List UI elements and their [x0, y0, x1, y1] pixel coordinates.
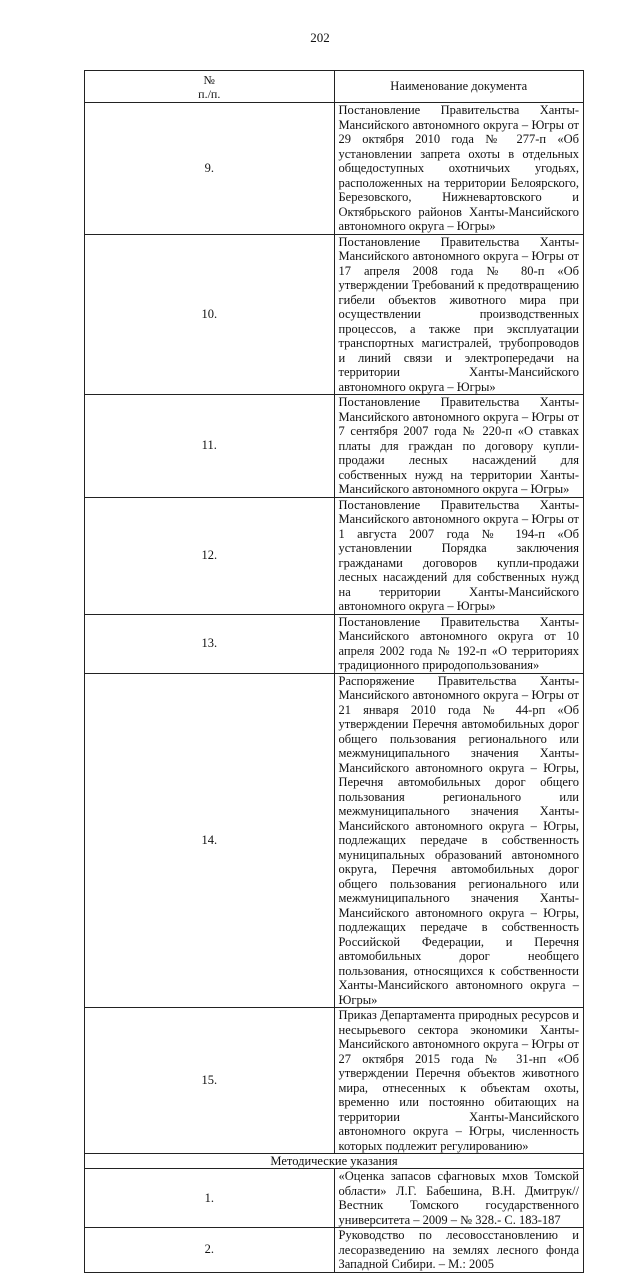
row-document-name: Постановление Правительства Ханты-Мансийского автономного округа – Югры от 17 апреля 2008 года № 80-п «Об утверждении Требований к предотвращению гибели объектов животного мира при осуществлении производственных процессов, а также при эксплуатации транспортных магистралей, трубопроводов и линий связи и электропередачи на территории Ханты-Мансийского автономного округа – Югры»: [334, 234, 584, 395]
row-number: 11.: [85, 395, 335, 498]
row-document-name: Постановление Правительства Ханты-Мансийского автономного округа от 10 апреля 2002 года № 192-п «О территориях традиционного природопользования»: [334, 614, 584, 673]
row-number: 12.: [85, 497, 335, 614]
row-number: 9.: [85, 103, 335, 235]
row-number: 10.: [85, 234, 335, 395]
row-document-name: Постановление Правительства Ханты-Мансийского автономного округа – Югры от 7 сентября 2007 года № 220-п «О ставках платы для граждан по договору купли-продажи лесных насаждений для собственных нужд на территории Ханты-Мансийского автономного округа – Югры»: [334, 395, 584, 498]
header-number-label: п./п.: [198, 86, 221, 101]
header-name-cell: Наименование документа: [334, 71, 584, 103]
header-number-cell: [85, 71, 335, 103]
row-number: 13.: [85, 614, 335, 673]
table-row: [85, 234, 584, 395]
table-row: [85, 103, 584, 235]
page-number: 202: [310, 30, 330, 45]
table-header-row: [85, 71, 584, 103]
row-document-name: Руководство по лесовосстановлению и лесоразведению на землях лесного фонда Западной Сибири. – М.: 2005: [334, 1228, 584, 1273]
section-title: Методические указания: [85, 1154, 584, 1169]
row-document-name: «Оценка запасов сфагновых мхов Томской области» Л.Г. Бабешина, В.Н. Дмитрук// Вестник Томского государственного университета – 2009 – № 328.- С. 183-187: [334, 1169, 584, 1228]
row-number: 14.: [85, 673, 335, 1008]
table-row: [85, 1169, 584, 1228]
header-number-symbol: №: [203, 72, 215, 87]
row-document-name: Постановление Правительства Ханты-Мансийского автономного округа – Югры от 29 октября 2010 года № 277-п «Об установлении запрета охоты в отдельных общедоступных охотничьих угодьях, расположенных на территории Белоярского, Березовского, Нижневартовского и Октябрьского районов Ханты-Мансийского автономного округа – Югры»: [334, 103, 584, 235]
section-header-row: [85, 1154, 584, 1169]
table-row: [85, 497, 584, 614]
table-row: [85, 614, 584, 673]
row-document-name: Распоряжение Правительства Ханты-Мансийского автономного округа – Югры от 21 января 2010 года № 44-рп «Об утверждении Перечня автомобильных дорог общего пользования регионального или межмуниципального значения Ханты-Мансийского автономного округа – Югры, Перечня автомобильных дорог общего пользования регионального или межмуниципального значения Ханты-Мансийского автономного округа – Югры, подлежащих передаче в собственность муниципальных образований автономного округа, Перечня автомобильных дорог общего пользования регионального или межмуниципального значения Ханты-Мансийского автономного округа – Югры, подлежащих передаче в собственность Российской Федерации, и Перечня автомобильных дорог необщего пользования, относящихся к собственности Ханты-Мансийского автономного округа – Югры»: [334, 673, 584, 1008]
table-row: [85, 673, 584, 1008]
row-number: 2.: [85, 1228, 335, 1273]
document-table: [84, 70, 584, 1273]
table-row: [85, 1228, 584, 1273]
table-row: [85, 395, 584, 498]
row-number: 15.: [85, 1008, 335, 1154]
table-row: [85, 1008, 584, 1154]
row-document-name: Приказ Департамента природных ресурсов и несырьевого сектора экономики Ханты-Мансийского автономного округа – Югры от 27 октября 2015 года № 31-нп «Об утверждении Перечня объектов животного мира, отнесенных к объектам охоты, временно или постоянно обитающих на территории Ханты-Мансийского автономного округа – Югры, численность которых подлежит регулированию»: [334, 1008, 584, 1154]
row-number: 1.: [85, 1169, 335, 1228]
row-document-name: Постановление Правительства Ханты-Мансийского автономного округа – Югры от 1 августа 2007 года № 194-п «Об установлении Порядка заключения гражданами договоров купли-продажи лесных насаждений для собственных нужд на территории Ханты-Мансийского автономного округа – Югры»: [334, 497, 584, 614]
